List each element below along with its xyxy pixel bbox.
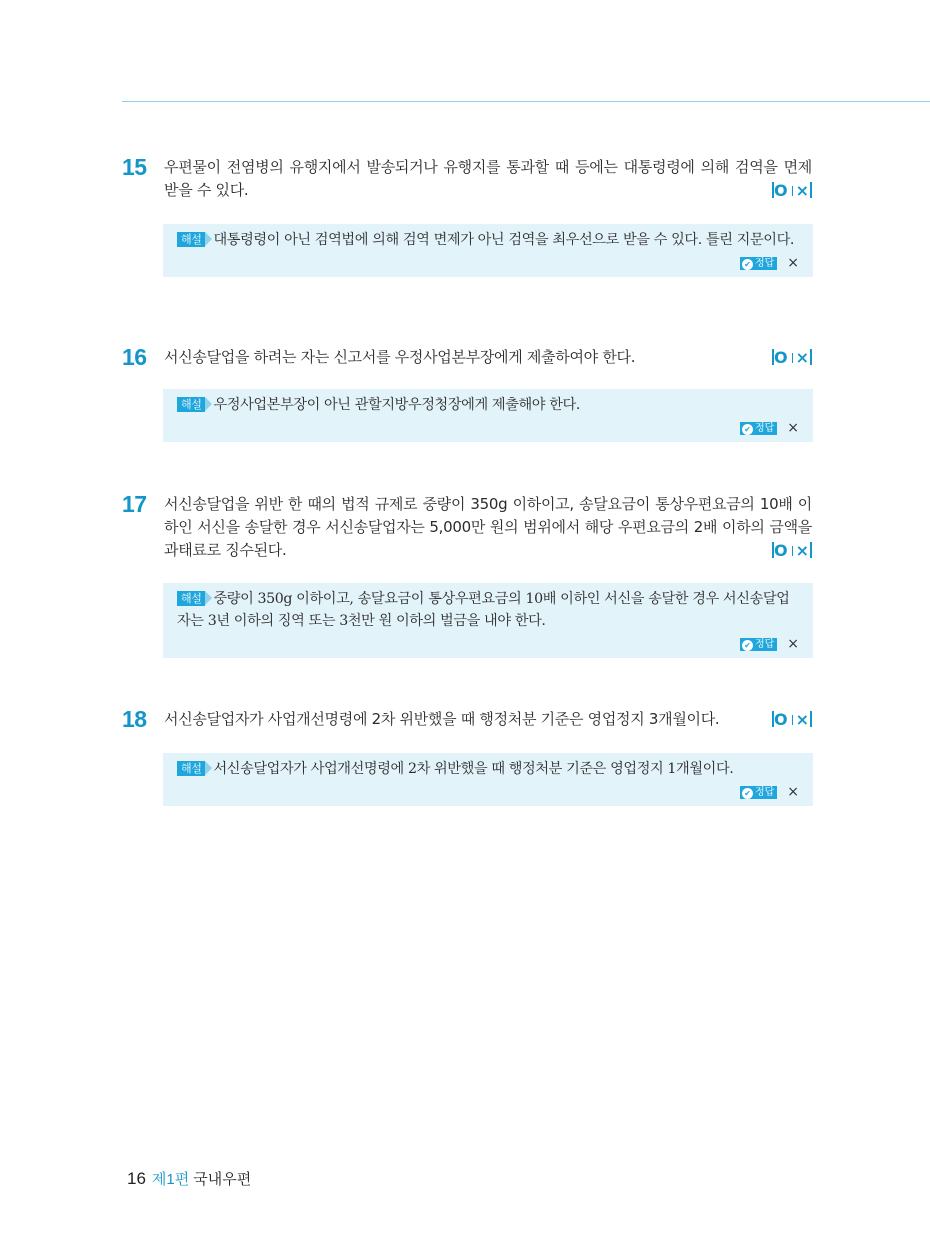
question-number: 18 (122, 706, 147, 732)
answer-value: × (787, 255, 799, 271)
question-16 (122, 346, 812, 369)
answer-row (177, 418, 799, 436)
explanation-body: 중량이 350g 이하이고, 송달요금이 통상우편요금의 10배 이하인 서신을 송달한 경우 서신송달업자는 3년 이하의 징역 또는 3천만 원 이하의 벌금을 내야 한다. (177, 591, 790, 629)
x-option[interactable]: × (795, 710, 810, 729)
o-option[interactable]: O (773, 541, 789, 560)
answer-label: 정답 (754, 787, 775, 798)
check-icon: ✔ (742, 424, 753, 435)
o-option[interactable]: O (773, 348, 789, 367)
part-label: 제1편 (151, 1171, 190, 1188)
answer-value: × (787, 636, 799, 652)
explanation-box-17 (163, 583, 813, 658)
ox-choice[interactable] (772, 179, 812, 202)
question-number: 15 (122, 154, 147, 180)
answer-badge (740, 786, 777, 799)
ox-choice[interactable] (772, 708, 812, 731)
explanation-text (177, 758, 799, 780)
check-icon: ✔ (742, 788, 753, 799)
question-text (164, 156, 812, 202)
explanation-text (177, 229, 799, 251)
explanation-tag: 해설 (177, 591, 205, 606)
explanation-tag: 해설 (177, 232, 205, 247)
explanation-tag: 해설 (177, 397, 205, 412)
question-statement: 서신송달업을 위반 한 때의 법적 규제로 중량이 350g 이하이고, 송달요금이 통상우편요금의 10배 이하인 서신을 송달한 경우 서신송달업자는 5,000만 원의 범위에서 해당 우편요금의 2배 이하의 금액을 과태료로 징수된다. (164, 495, 812, 559)
answer-badge (740, 638, 777, 651)
x-option[interactable]: × (795, 181, 810, 200)
question-15 (122, 156, 812, 202)
check-icon: ✔ (742, 259, 753, 270)
question-number: 16 (122, 344, 147, 370)
explanation-box-15 (163, 224, 813, 277)
question-text (164, 708, 812, 731)
question-17 (122, 493, 812, 562)
question-text (164, 346, 812, 369)
explanation-box-18 (163, 753, 813, 806)
question-18 (122, 708, 812, 731)
explanation-tag: 해설 (177, 761, 205, 776)
question-number: 17 (122, 491, 147, 517)
x-option[interactable]: × (795, 348, 810, 367)
question-text (164, 493, 812, 562)
answer-value: × (787, 420, 799, 436)
answer-label: 정답 (754, 258, 775, 269)
question-statement: 서신송달업을 하려는 자는 신고서를 우정사업본부장에게 제출하여야 한다. (164, 348, 636, 366)
explanation-box-16 (163, 389, 813, 442)
page-number: 16 (127, 1169, 146, 1188)
question-statement: 우편물이 전염병의 유행지에서 발송되거나 유행지를 통과할 때 등에는 대통령령에 의해 검역을 면제 받을 수 있다. (164, 158, 812, 199)
explanation-text (177, 588, 799, 632)
answer-badge (740, 257, 777, 270)
answer-value: × (787, 784, 799, 800)
page-footer (127, 1168, 251, 1189)
header-rule (122, 101, 930, 102)
answer-label: 정답 (754, 639, 775, 650)
o-option[interactable]: O (773, 710, 789, 729)
answer-row (177, 634, 799, 652)
ox-choice[interactable] (772, 539, 812, 562)
explanation-body: 서신송달업자가 사업개선명령에 2차 위반했을 때 행정처분 기준은 영업정지 1개월이다. (213, 761, 734, 777)
x-option[interactable]: × (795, 541, 810, 560)
explanation-body: 우정사업본부장이 아닌 관할지방우정청장에게 제출해야 한다. (213, 397, 580, 413)
check-icon: ✔ (742, 640, 753, 651)
answer-badge (740, 422, 777, 435)
question-statement: 서신송달업자가 사업개선명령에 2차 위반했을 때 행정처분 기준은 영업정지 3개월이다. (164, 710, 720, 728)
explanation-text (177, 394, 799, 416)
chapter-label: 국내우편 (193, 1171, 252, 1188)
answer-row (177, 782, 799, 800)
answer-label: 정답 (754, 423, 775, 434)
explanation-body: 대통령령이 아닌 검역법에 의해 검역 면제가 아닌 검역을 최우선으로 받을 수 있다. 틀린 지문이다. (213, 232, 795, 248)
answer-row (177, 253, 799, 271)
ox-choice[interactable] (772, 346, 812, 369)
o-option[interactable]: O (773, 181, 789, 200)
